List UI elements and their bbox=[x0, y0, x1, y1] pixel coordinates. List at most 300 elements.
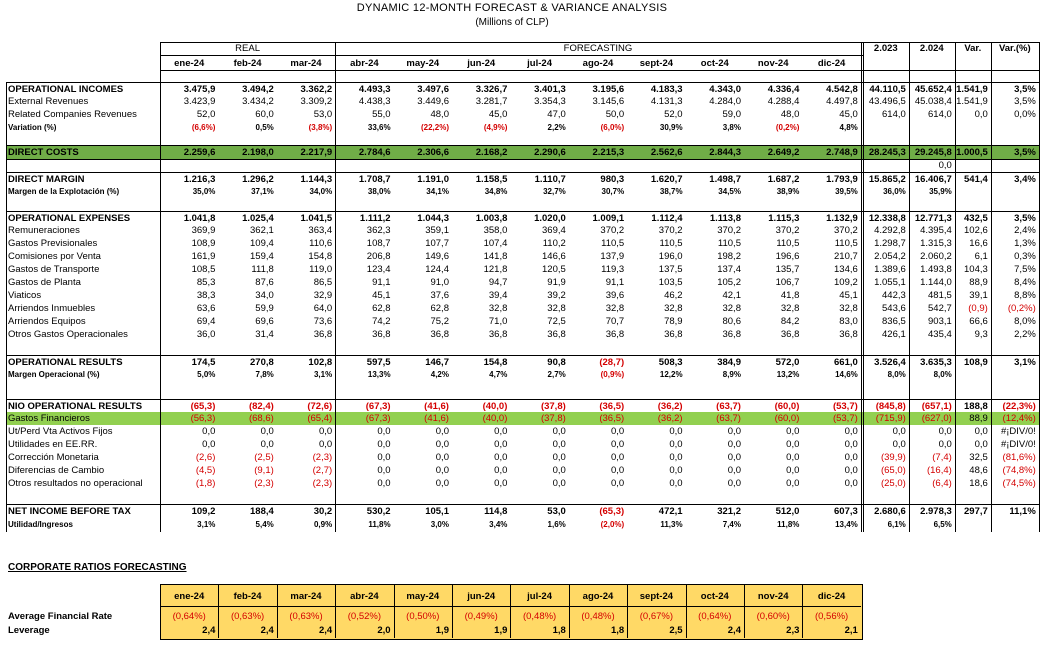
cell-value: 39,6 bbox=[605, 290, 625, 301]
cell-value: 75,2 bbox=[430, 316, 449, 327]
row-label: Gastos Previsionales bbox=[8, 238, 98, 249]
cell-value: 69,4 bbox=[196, 316, 216, 327]
cell-value: 32,5 bbox=[969, 452, 988, 463]
cell-value: (40,0) bbox=[482, 401, 508, 412]
cell-value: 32,8 bbox=[605, 303, 625, 314]
row-label: OPERATIONAL RESULTS bbox=[8, 357, 123, 368]
cell-value: 135,7 bbox=[775, 264, 800, 275]
cell-value: 32,8 bbox=[488, 303, 508, 314]
cell-value: (6,4) bbox=[932, 478, 952, 489]
cell-value: 108,9 bbox=[191, 238, 216, 249]
cell-value: 432,5 bbox=[964, 213, 988, 224]
cell-value: 69,6 bbox=[255, 316, 274, 327]
cell-value: 472,1 bbox=[658, 506, 683, 517]
cell-value: 32,9 bbox=[313, 290, 333, 301]
ratio-value: 2,4 bbox=[318, 625, 333, 636]
cell-value: 107,7 bbox=[425, 238, 449, 249]
cell-value: 4.497,8 bbox=[826, 96, 858, 107]
cell-value: 30,2 bbox=[313, 506, 333, 517]
cell-value bbox=[686, 159, 744, 172]
cell-value: 1.315,3 bbox=[920, 238, 952, 249]
cell-value: 358,0 bbox=[483, 225, 508, 236]
cell-value: 9,3 bbox=[974, 329, 988, 340]
cell-value: (4,5) bbox=[195, 465, 216, 476]
ratio-value: (0,50%) bbox=[406, 611, 440, 622]
month-header: oct-24 bbox=[700, 58, 729, 69]
cell-value: 0,0 bbox=[669, 452, 683, 463]
cell-value: 73,6 bbox=[313, 316, 333, 327]
cell-value bbox=[955, 121, 991, 134]
cell-value: 103,5 bbox=[658, 277, 683, 288]
cell-value: 435,4 bbox=[928, 329, 952, 340]
cell-value: 1.044,3 bbox=[417, 213, 449, 224]
cell-value: 44.110,5 bbox=[869, 84, 906, 95]
cell-value: 45.038,4 bbox=[914, 96, 952, 107]
cell-value: (0,2%) bbox=[1007, 303, 1036, 314]
cell-value: 2.562,6 bbox=[650, 147, 683, 158]
cell-value: 1.389,6 bbox=[874, 264, 906, 275]
ratio-month-header: abr-24 bbox=[350, 591, 379, 602]
cell-value: 8,9% bbox=[722, 370, 741, 379]
cell-value: 362,3 bbox=[366, 225, 391, 236]
cell-value: (67,3) bbox=[365, 413, 391, 424]
cell-value: (22,3%) bbox=[1002, 401, 1036, 412]
cell-value: 0,0 bbox=[435, 439, 449, 450]
cell-value: 174,5 bbox=[191, 357, 216, 368]
cell-value: 94,7 bbox=[488, 277, 508, 288]
cell-value: 2.844,3 bbox=[709, 147, 741, 158]
cell-value: 2,2% bbox=[1014, 329, 1036, 340]
header-rule bbox=[160, 42, 863, 43]
cell-value bbox=[909, 121, 955, 134]
cell-value: 36,8 bbox=[605, 329, 625, 340]
cell-value: 11,8% bbox=[368, 520, 391, 529]
cell-value: 3.434,2 bbox=[242, 96, 274, 107]
ratio-header-rule bbox=[160, 606, 861, 607]
cell-value: 3.195,6 bbox=[592, 84, 625, 95]
cell-value: 36,8 bbox=[372, 329, 391, 340]
cell-value: 39,2 bbox=[547, 290, 566, 301]
cell-value: 0,0 bbox=[377, 478, 391, 489]
cell-value: 0,0 bbox=[974, 439, 988, 450]
cell-value: 188,4 bbox=[250, 506, 274, 517]
cell-value: 0,0 bbox=[377, 465, 391, 476]
cell-value: (81,6%) bbox=[1002, 452, 1036, 463]
cell-value: 3,5% bbox=[1014, 147, 1036, 158]
cell-value: 1.541,9 bbox=[956, 96, 988, 107]
ratio-label: Average Financial Rate bbox=[8, 611, 113, 622]
cell-value: 47,0 bbox=[547, 109, 566, 120]
cell-value: 33,6% bbox=[367, 123, 391, 132]
header-rule bbox=[160, 70, 863, 71]
cell-value bbox=[955, 159, 991, 172]
cell-value: 0,0 bbox=[669, 426, 683, 437]
cell-value: 4.493,3 bbox=[358, 84, 391, 95]
cell-value: 105,1 bbox=[425, 506, 449, 517]
cell-value: 2.054,2 bbox=[874, 251, 906, 262]
cell-value: 2,2% bbox=[547, 123, 566, 132]
cell-value: 102,6 bbox=[964, 225, 988, 236]
cell-value: 1.216,3 bbox=[183, 174, 216, 185]
cell-value: (37,8) bbox=[540, 413, 566, 424]
cell-value: (0,2%) bbox=[775, 123, 800, 132]
cell-value: 0,0 bbox=[974, 109, 988, 120]
cell-value: (1,8) bbox=[195, 478, 216, 489]
cell-value bbox=[991, 518, 1039, 531]
cell-value: 11,8% bbox=[777, 520, 800, 529]
cell-value: 55,0 bbox=[372, 109, 391, 120]
cell-value: 321,2 bbox=[717, 506, 741, 517]
cell-value: 3.309,2 bbox=[300, 96, 333, 107]
cell-value: 78,9 bbox=[664, 316, 683, 327]
cell-value: 91,1 bbox=[605, 277, 625, 288]
cell-value: 0,0 bbox=[610, 452, 625, 463]
column-rule bbox=[335, 42, 336, 532]
column-rule bbox=[909, 42, 910, 532]
cell-value bbox=[569, 159, 627, 172]
cell-value: 159,4 bbox=[250, 251, 274, 262]
cell-value: 1.498,7 bbox=[709, 174, 741, 185]
ratio-value: (0,64%) bbox=[172, 611, 206, 622]
cell-value: 4.284,0 bbox=[709, 96, 741, 107]
cell-value: 4.438,3 bbox=[358, 96, 391, 107]
cell-value: 1.020,0 bbox=[534, 213, 566, 224]
cell-value: (4,9%) bbox=[483, 123, 508, 132]
cell-value: 0,0 bbox=[727, 452, 741, 463]
cell-value: 1.055,1 bbox=[874, 277, 906, 288]
cell-value: 114,8 bbox=[484, 506, 508, 517]
cell-value: 120,5 bbox=[542, 264, 566, 275]
cell-value: 41,8 bbox=[780, 290, 800, 301]
row-label: Corrección Monetaria bbox=[8, 452, 99, 463]
cell-value: 32,8 bbox=[547, 303, 566, 314]
row-label: OPERATIONAL INCOMES bbox=[8, 84, 124, 95]
cell-value: 12,2% bbox=[659, 370, 683, 379]
cell-value: (3,8%) bbox=[308, 123, 333, 132]
row-label: NET INCOME BEFORE TAX bbox=[8, 506, 131, 517]
cell-value: 59,0 bbox=[722, 109, 741, 120]
cell-value: 104,3 bbox=[964, 264, 988, 275]
ratio-month-header: dic-24 bbox=[817, 591, 846, 602]
cell-value: 0,0 bbox=[260, 426, 274, 437]
cell-value: 614,0 bbox=[928, 109, 952, 120]
cell-value: (36,2) bbox=[657, 413, 683, 424]
cell-value: 36,0% bbox=[883, 187, 906, 196]
month-header: ene-24 bbox=[174, 58, 205, 69]
row-label: Margen de la Explotación (%) bbox=[8, 187, 120, 196]
cell-value: 6,1 bbox=[974, 251, 988, 262]
cell-value: 1.041,5 bbox=[300, 213, 333, 224]
cell-value: 0,0 bbox=[494, 478, 508, 489]
cell-value: 90,8 bbox=[547, 357, 566, 368]
ratio-month-header: oct-24 bbox=[700, 591, 729, 602]
cell-value: 0,0 bbox=[938, 426, 952, 437]
cell-value: (6,6%) bbox=[191, 123, 216, 132]
cell-value: 0,0 bbox=[786, 465, 800, 476]
cell-value bbox=[863, 121, 909, 134]
row-label: DIRECT COSTS bbox=[8, 147, 79, 158]
cell-value: 29.245,8 bbox=[914, 147, 952, 158]
cell-value: 154,8 bbox=[308, 251, 333, 262]
cell-value: 45,0 bbox=[839, 109, 858, 120]
cell-value: 481,5 bbox=[928, 290, 952, 301]
report-title: DYNAMIC 12-MONTH FORECAST & VARIANCE ANALYSIS bbox=[356, 2, 668, 14]
cell-value: 36,8 bbox=[313, 329, 333, 340]
cell-value: 34,8% bbox=[484, 187, 508, 196]
cell-value: 363,4 bbox=[308, 225, 333, 236]
cell-value: 2.978,3 bbox=[920, 506, 952, 517]
cell-value bbox=[955, 368, 991, 381]
cell-value: (627,0) bbox=[921, 413, 952, 424]
cell-value: 64,0 bbox=[313, 303, 333, 314]
cell-value: 0,0 bbox=[202, 426, 216, 437]
cell-value: 206,8 bbox=[366, 251, 391, 262]
cell-value: 0,0 bbox=[435, 478, 449, 489]
ratio-value: 2,5 bbox=[669, 625, 683, 636]
cell-value: 0,0 bbox=[610, 478, 625, 489]
cell-value: 188,8 bbox=[964, 401, 988, 412]
cell-value: 0,0 bbox=[938, 439, 952, 450]
cell-value: 3,4% bbox=[1014, 174, 1036, 185]
cell-value: 109,2 bbox=[834, 277, 858, 288]
row-label: Ut/Perd Vta Activos Fijos bbox=[8, 426, 113, 437]
cell-value: 370,2 bbox=[600, 225, 625, 236]
row-label bbox=[8, 159, 160, 172]
cell-value: #¡DIV/0! bbox=[1000, 426, 1036, 437]
cell-value: 0,0 bbox=[844, 465, 858, 476]
cell-value: 597,5 bbox=[366, 357, 391, 368]
cell-value: 7,5% bbox=[1014, 264, 1036, 275]
cell-value: 16.406,7 bbox=[914, 174, 952, 185]
cell-value: 0,0 bbox=[844, 478, 858, 489]
cell-value: 607,3 bbox=[834, 506, 858, 517]
month-header: sept-24 bbox=[639, 58, 674, 69]
cell-value: (22,2%) bbox=[420, 123, 449, 132]
row-label: Gastos Financieros bbox=[8, 413, 90, 424]
cell-value: 1.191,0 bbox=[417, 174, 449, 185]
cell-value bbox=[863, 159, 909, 172]
ratio-month-header: sept-24 bbox=[639, 591, 674, 602]
cell-value: 1.298,7 bbox=[874, 238, 906, 249]
cell-value: 0,0 bbox=[435, 452, 449, 463]
row-label: Variation (%) bbox=[8, 123, 57, 132]
ratio-value: (0,52%) bbox=[347, 611, 382, 622]
cell-value: 32,7% bbox=[543, 187, 566, 196]
cell-value: 6,1% bbox=[887, 520, 906, 529]
cell-value: 36,8 bbox=[488, 329, 508, 340]
cell-value bbox=[802, 159, 860, 172]
ratio-value: 2,4 bbox=[260, 625, 274, 636]
cell-value: 2,7% bbox=[547, 370, 566, 379]
cell-value: 105,2 bbox=[717, 277, 741, 288]
column-rule bbox=[160, 42, 161, 532]
cell-value: 110,5 bbox=[601, 238, 625, 249]
cell-value: 70,7 bbox=[605, 316, 625, 327]
month-header: jun-24 bbox=[467, 58, 496, 69]
cell-value: 0,0 bbox=[552, 478, 566, 489]
report-subtitle: (Millions of CLP) bbox=[475, 17, 549, 28]
cell-value: 48,6 bbox=[969, 465, 988, 476]
summary-header: 2.024 bbox=[919, 43, 944, 54]
ratio-value: 2,4 bbox=[202, 625, 216, 636]
cell-value: 80,6 bbox=[722, 316, 741, 327]
month-header: feb-24 bbox=[233, 58, 262, 69]
cell-value: 62,8 bbox=[430, 303, 449, 314]
cell-value: 0,0 bbox=[202, 439, 216, 450]
cell-value: 0,0 bbox=[974, 426, 988, 437]
cell-value: 7,8% bbox=[255, 370, 274, 379]
row-label: External Revenues bbox=[8, 96, 89, 107]
cell-value: 28.245,3 bbox=[868, 147, 906, 158]
cell-value: (65,3) bbox=[190, 401, 216, 412]
cell-value: (65,4) bbox=[307, 413, 333, 424]
cell-value: (2,7) bbox=[312, 465, 333, 476]
cell-value: (2,3) bbox=[312, 478, 333, 489]
group-header-forecasting: FORECASTING bbox=[563, 43, 633, 54]
cell-value: (40,0) bbox=[482, 413, 508, 424]
cell-value: 3,1% bbox=[197, 520, 216, 529]
cell-value: 1.041,8 bbox=[183, 213, 216, 224]
cell-value: 0,0 bbox=[552, 439, 566, 450]
cell-value: 38,0% bbox=[367, 187, 391, 196]
ratio-value: 1,9 bbox=[435, 625, 449, 636]
cell-value bbox=[627, 159, 685, 172]
cell-value: 36,8 bbox=[780, 329, 800, 340]
cell-value: 0,0 bbox=[494, 452, 508, 463]
cell-value: 980,3 bbox=[600, 174, 625, 185]
month-header: jul-24 bbox=[527, 58, 552, 69]
header-rule bbox=[160, 55, 863, 56]
cell-value: 1.115,3 bbox=[768, 213, 800, 224]
cell-value: 36,8 bbox=[430, 329, 449, 340]
cell-value: (36,5) bbox=[599, 413, 625, 424]
ratio-month-header: ago-24 bbox=[582, 591, 614, 602]
cell-value: 8,0% bbox=[887, 370, 906, 379]
cell-value: 1.144,0 bbox=[920, 277, 952, 288]
cell-value: 137,5 bbox=[658, 264, 683, 275]
cell-value: 48,0 bbox=[430, 109, 449, 120]
cell-value: (2,0%) bbox=[600, 520, 625, 529]
row-label: Remuneraciones bbox=[8, 225, 80, 236]
cell-value: (845,8) bbox=[875, 401, 906, 412]
ratio-value: 1,8 bbox=[552, 625, 566, 636]
cell-value: 0,0 bbox=[552, 465, 566, 476]
cell-value: 0,0 bbox=[786, 439, 800, 450]
cell-value: 30,7% bbox=[601, 187, 625, 196]
cell-value: 3.494,2 bbox=[242, 84, 274, 95]
cell-value bbox=[277, 159, 335, 172]
cell-value bbox=[991, 368, 1039, 381]
cell-value: 198,2 bbox=[717, 251, 741, 262]
cell-value bbox=[452, 159, 510, 172]
cell-value: 2.060,2 bbox=[920, 251, 952, 262]
ratio-month-header: nov-24 bbox=[757, 591, 789, 602]
cell-value: 52,0 bbox=[664, 109, 683, 120]
cell-value: 8,4% bbox=[1014, 277, 1036, 288]
cell-value: 13,3% bbox=[367, 370, 391, 379]
cell-value: 0,0 bbox=[727, 439, 741, 450]
cell-value: 16,6 bbox=[969, 238, 988, 249]
cell-value: 0,0 bbox=[727, 465, 741, 476]
cell-value bbox=[394, 159, 452, 172]
cell-value: 0,0 bbox=[435, 465, 449, 476]
cell-value: 1,6% bbox=[547, 520, 566, 529]
cell-value: 2.649,2 bbox=[767, 147, 800, 158]
cell-value: #¡DIV/0! bbox=[1000, 439, 1036, 450]
cell-value: 3,5% bbox=[1014, 84, 1036, 95]
cell-value: 1.111,2 bbox=[359, 213, 391, 224]
cell-value: 196,6 bbox=[775, 251, 800, 262]
cell-value: 91,0 bbox=[430, 277, 449, 288]
cell-value: 12.338,8 bbox=[868, 213, 906, 224]
cell-value: 31,4 bbox=[255, 329, 274, 340]
cell-value: 35,9% bbox=[929, 187, 952, 196]
cell-value: 87,6 bbox=[255, 277, 274, 288]
cell-value: 2.168,2 bbox=[475, 147, 508, 158]
ratio-value: 2,3 bbox=[786, 625, 800, 636]
ratio-value: 1,9 bbox=[494, 625, 508, 636]
ratio-label: Leverage bbox=[8, 625, 50, 636]
column-rule bbox=[861, 42, 862, 532]
cell-value: 39,4 bbox=[488, 290, 508, 301]
ratio-row bbox=[6, 624, 861, 637]
ratio-value: (0,63%) bbox=[230, 611, 265, 622]
cell-value: (53,7) bbox=[832, 413, 858, 424]
month-header: mar-24 bbox=[290, 58, 322, 69]
ratio-value: (0,64%) bbox=[698, 611, 732, 622]
cell-value: 4.131,3 bbox=[650, 96, 683, 107]
cell-value: 0,0 bbox=[938, 160, 952, 171]
cell-value: 1.493,8 bbox=[920, 264, 952, 275]
cell-value: 110,2 bbox=[542, 238, 566, 249]
summary-header: Var.(%) bbox=[998, 43, 1031, 54]
cell-value: 1,3% bbox=[1014, 238, 1036, 249]
row-label: Arriendos Inmuebles bbox=[8, 303, 96, 314]
row-label: Otros resultados no operacional bbox=[8, 478, 143, 489]
cell-value: 12.771,3 bbox=[914, 213, 952, 224]
cell-value bbox=[991, 185, 1039, 198]
summary-header: Var. bbox=[964, 43, 982, 54]
cell-value: 370,2 bbox=[717, 225, 741, 236]
cell-value: 426,1 bbox=[882, 329, 906, 340]
cell-value: 2.748,9 bbox=[826, 147, 858, 158]
cell-value: 2.306,6 bbox=[417, 147, 449, 158]
cell-value: 110,5 bbox=[717, 238, 741, 249]
ratio-value: (0,60%) bbox=[756, 611, 790, 622]
cell-value: 48,0 bbox=[780, 109, 800, 120]
cell-value: 4.288,4 bbox=[767, 96, 800, 107]
cell-value: 88,9 bbox=[969, 277, 988, 288]
cell-value: 45,0 bbox=[488, 109, 508, 120]
cell-value: (36,2) bbox=[657, 401, 683, 412]
row-label: Utilidades en EE.RR. bbox=[8, 439, 98, 450]
cell-value: 0,0 bbox=[610, 465, 625, 476]
cell-value: 1.009,1 bbox=[592, 213, 625, 224]
cell-value: 2.217,9 bbox=[300, 147, 333, 158]
cell-value: 1.296,2 bbox=[242, 174, 274, 185]
cell-value: (68,6) bbox=[248, 413, 274, 424]
cell-value: (2,3) bbox=[312, 452, 333, 463]
month-header: abr-24 bbox=[350, 58, 379, 69]
cell-value: 110,5 bbox=[834, 238, 858, 249]
ratio-month-header: jun-24 bbox=[467, 591, 496, 602]
cell-value: 34,0 bbox=[255, 290, 274, 301]
cell-value: 0,0 bbox=[260, 439, 274, 450]
month-header: ago-24 bbox=[582, 58, 614, 69]
ratios-table bbox=[6, 584, 858, 640]
cell-value: 442,3 bbox=[882, 290, 906, 301]
cell-value: 45,1 bbox=[839, 290, 858, 301]
